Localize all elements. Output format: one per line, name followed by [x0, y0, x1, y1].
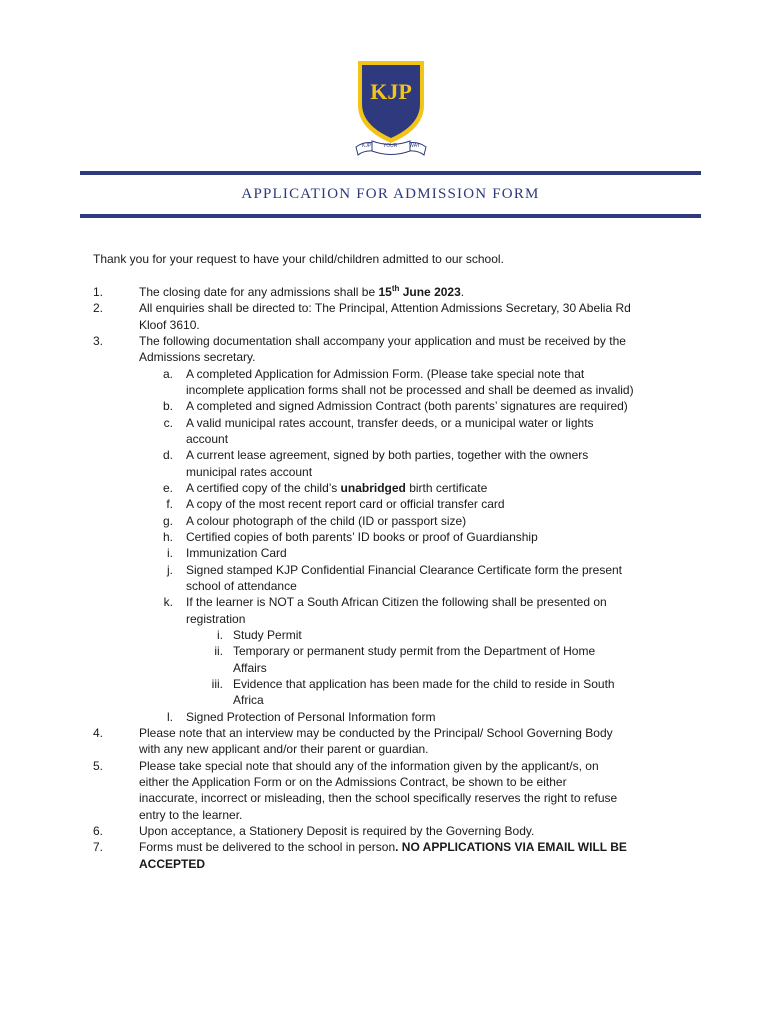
header-rule-bottom: [80, 214, 701, 218]
intro-text: Thank you for your request to have your child/children admitted to our school.: [93, 252, 504, 266]
crest-motto: KJP YOUR WAY: [362, 143, 420, 149]
school-crest-logo: [354, 55, 428, 157]
header-rule-top: [80, 171, 701, 175]
form-title: APPLICATION FOR ADMISSION FORM: [241, 186, 540, 202]
crest-letters: KJP: [370, 79, 412, 104]
